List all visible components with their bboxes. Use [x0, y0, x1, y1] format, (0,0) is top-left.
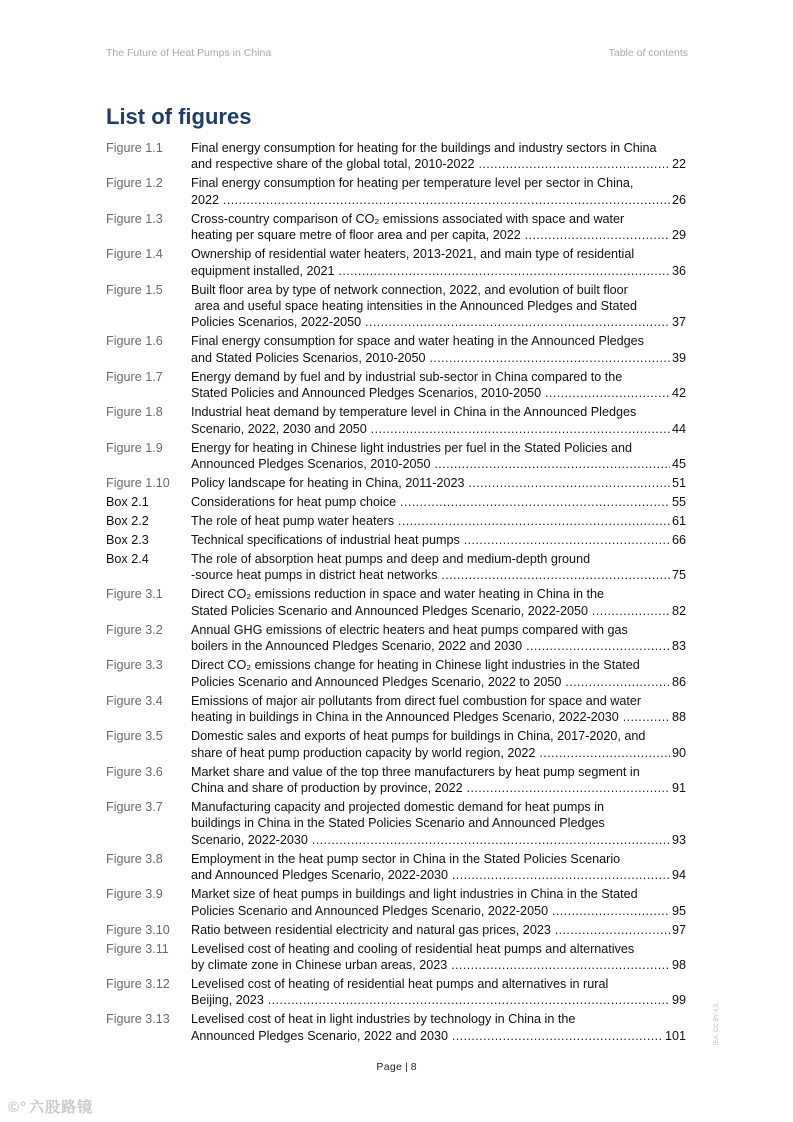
page-footer — [0, 1061, 793, 1073]
toc-entry-line: -source heat pumps in district heat networks ..... — [191, 567, 670, 583]
toc-entry-line: The role of heat pump water heaters ..... — [191, 513, 670, 529]
toc-entry-line: buildings in China in the Stated Policies Scenario and Announced Pledges — [191, 816, 605, 831]
toc-entry-page: 36 — [671, 263, 686, 278]
toc-entry-label: Box 2.1 — [106, 495, 149, 510]
toc-entry-line: Beijing, 2023 ..... — [191, 992, 670, 1008]
toc-entry-line: and Announced Pledges Scenario, 2022-2030 ..... — [191, 867, 670, 883]
toc-entry-line: Stated Policies and Announced Pledges Scenarios, 2010-2050 ..... — [191, 385, 670, 401]
toc-entry-text — [191, 246, 686, 279]
toc-entry-line: share of heat pump production capacity by world region, 2022 ..... — [191, 745, 670, 761]
toc-entry-text — [191, 404, 686, 437]
running-header-title: The Future of Heat Pumps in China — [106, 47, 272, 59]
toc-entry-line: Announced Pledges Scenarios, 2010-2050 ..... — [191, 456, 670, 472]
toc-entry-page: 51 — [671, 476, 686, 491]
toc-entry[interactable] — [106, 728, 686, 761]
toc-entry-page: 42 — [671, 386, 686, 401]
toc-entry-line: 2022 ..... — [191, 192, 670, 208]
toc-entry[interactable] — [106, 622, 686, 655]
toc-entry-line: heating per square metre of floor area and per capita, 2022 ..... — [191, 227, 670, 243]
toc-entry-text — [191, 693, 686, 726]
toc-entry-label: Figure 1.9 — [106, 440, 163, 455]
toc-entry-page: 88 — [671, 710, 686, 725]
running-header-section: Table of contents — [608, 47, 688, 59]
toc-entry-text — [191, 140, 686, 173]
toc-entry-line: China and share of production by province, 2022 ..... — [191, 780, 670, 796]
toc-entry-text — [191, 369, 686, 402]
toc-entry-line: Policies Scenarios, 2022-2050 ..... — [191, 314, 670, 330]
toc-entry-label: Figure 1.4 — [106, 247, 163, 262]
toc-entry-text — [191, 941, 686, 974]
toc-entry-label: Figure 1.8 — [106, 405, 163, 420]
toc-entry-line: Employment in the heat pump sector in China in the Stated Policies Scenario — [191, 851, 621, 866]
toc-entry-label: Figure 3.8 — [106, 851, 163, 866]
toc-entry-page: 26 — [671, 192, 686, 207]
toc-entry[interactable] — [106, 922, 686, 938]
toc-entry-line: Domestic sales and exports of heat pumps for buildings in China, 2017-2020, and — [191, 729, 646, 744]
toc-entry[interactable] — [106, 513, 686, 529]
toc-entry-page: 101 — [664, 1028, 686, 1043]
toc-entry[interactable] — [106, 333, 686, 366]
page-title: List of figures — [106, 104, 252, 129]
toc-entry-text — [191, 440, 686, 473]
toc-entry-text — [191, 475, 686, 491]
toc-entry[interactable] — [106, 475, 686, 491]
toc-entry[interactable] — [106, 494, 686, 510]
toc-entry[interactable] — [106, 764, 686, 797]
toc-entry[interactable] — [106, 851, 686, 884]
toc-entry-label: Box 2.3 — [106, 533, 149, 548]
toc-entry[interactable] — [106, 799, 686, 848]
toc-entry-text — [191, 333, 686, 366]
toc-entry-page: 55 — [671, 495, 686, 510]
toc-entry-text — [191, 728, 686, 761]
toc-entry-page: 45 — [671, 457, 686, 472]
toc-entry-page: 61 — [671, 514, 686, 529]
list-of-figures — [106, 140, 686, 1047]
toc-entry-page: 44 — [671, 421, 686, 436]
toc-entry-text — [191, 211, 686, 244]
toc-entry-page: 91 — [671, 780, 686, 795]
toc-entry[interactable] — [106, 175, 686, 208]
toc-entry-page: 97 — [671, 922, 686, 937]
toc-entry[interactable] — [106, 586, 686, 619]
toc-entry-text — [191, 586, 686, 619]
toc-entry-label: Figure 3.3 — [106, 658, 163, 673]
toc-entry-label: Figure 3.2 — [106, 622, 163, 637]
toc-entry-line: and respective share of the global total, 2010-2022 ..... — [191, 156, 670, 172]
toc-entry-line: Market size of heat pumps in buildings and light industries in China in the Stated — [191, 887, 638, 902]
toc-entry-page: 37 — [671, 315, 686, 330]
toc-entry-label: Figure 1.10 — [106, 476, 170, 491]
toc-entry[interactable] — [106, 369, 686, 402]
toc-entry-label: Figure 3.12 — [106, 976, 170, 991]
toc-entry-text — [191, 799, 686, 848]
toc-entry-line: boilers in the Announced Pledges Scenario, 2022 and 2030 ..... — [191, 638, 670, 654]
toc-entry-line: Announced Pledges Scenario, 2022 and 2030 ..... — [191, 1028, 663, 1044]
toc-entry[interactable] — [106, 140, 686, 173]
toc-entry-text — [191, 532, 686, 548]
toc-entry-line: Emissions of major air pollutants from direct fuel combustion for space and water — [191, 693, 642, 708]
toc-entry-line: Direct CO₂ emissions change for heating in Chinese light industries in the Stated — [191, 658, 640, 673]
toc-entry-line: Manufacturing capacity and projected domestic demand for heat pumps in — [191, 799, 605, 814]
toc-entry-line: Final energy consumption for heating for the buildings and industry sectors in China — [191, 141, 657, 155]
toc-entry-label: Figure 1.3 — [106, 211, 163, 226]
toc-entry-line: Ownership of residential water heaters, 2013-2021, and main type of residential — [191, 247, 635, 262]
toc-entry-label: Figure 1.6 — [106, 334, 163, 349]
watermark — [8, 1096, 93, 1117]
toc-entry-line: Cross-country comparison of CO₂ emissions associated with space and water — [191, 211, 625, 226]
toc-entry-line: heating in buildings in China in the Announced Pledges Scenario, 2022-2030 ..... — [191, 709, 670, 725]
toc-entry[interactable] — [106, 211, 686, 244]
toc-entry-label: Figure 3.1 — [106, 587, 163, 602]
page-number: 8 — [410, 1061, 417, 1073]
toc-entry-page: 75 — [671, 568, 686, 583]
toc-entry-label: Figure 3.7 — [106, 799, 163, 814]
toc-entry-page: 29 — [671, 228, 686, 243]
toc-entry-line: Policy landscape for heating in China, 2011-2023 ..... — [191, 475, 670, 491]
toc-entry-label: Figure 1.2 — [106, 176, 163, 191]
toc-entry-line: Scenario, 2022-2030 ..... — [191, 832, 670, 848]
toc-entry[interactable] — [106, 551, 686, 584]
toc-entry-page: 90 — [671, 745, 686, 760]
toc-entry-page: 83 — [671, 639, 686, 654]
toc-entry-page: 86 — [671, 674, 686, 689]
toc-entry-line: Levelised cost of heating of residential heat pumps and alternatives in rural — [191, 976, 609, 991]
toc-entry-line: Levelised cost of heat in light industries by technology in China in the — [191, 1012, 576, 1027]
toc-entry-line: Final energy consumption for heating per temperature level per sector in China, — [191, 176, 634, 191]
toc-entry-label: Figure 1.7 — [106, 369, 163, 384]
toc-entry-text — [191, 175, 686, 208]
toc-entry-page: 66 — [671, 533, 686, 548]
toc-entry[interactable] — [106, 282, 686, 331]
toc-entry-label: Figure 3.5 — [106, 729, 163, 744]
toc-entry-line: area and useful space heating intensities in the Announced Pledges and Stated — [191, 299, 638, 314]
page-word: Page — [376, 1061, 403, 1073]
toc-entry-page: 39 — [671, 350, 686, 365]
watermark-text: 六股路镜 — [29, 1099, 94, 1116]
toc-entry-label: Figure 3.6 — [106, 764, 163, 779]
toc-entry[interactable] — [106, 1011, 686, 1044]
toc-entry-text — [191, 513, 686, 529]
toc-entry[interactable] — [106, 532, 686, 548]
toc-entry[interactable] — [106, 246, 686, 279]
toc-entry-page: 22 — [671, 157, 686, 172]
toc-entry-line: Ratio between residential electricity and natural gas prices, 2023 ..... — [191, 922, 670, 938]
toc-entry-line: Annual GHG emissions of electric heaters and heat pumps compared with gas — [191, 622, 628, 637]
toc-entry[interactable] — [106, 440, 686, 473]
toc-entry-line: Final energy consumption for space and water heating in the Announced Pledges — [191, 334, 644, 349]
toc-entry-page: 99 — [671, 993, 686, 1008]
toc-entry-line: Scenario, 2022, 2030 and 2050 ..... — [191, 421, 670, 437]
toc-entry-label: Box 2.2 — [106, 514, 149, 529]
toc-entry-line: Stated Policies Scenario and Announced Pledges Scenario, 2022-2050 ..... — [191, 603, 670, 619]
toc-entry[interactable] — [106, 404, 686, 437]
toc-entry-line: Technical specifications of industrial heat pumps ..... — [191, 532, 670, 548]
license-note: IEA. CC BY 4.0. — [714, 1002, 720, 1045]
toc-entry-page: 93 — [671, 832, 686, 847]
toc-entry-line: and Stated Policies Scenarios, 2010-2050 ..... — [191, 350, 670, 366]
toc-entry-line: by climate zone in Chinese urban areas, 2023 ..... — [191, 957, 670, 973]
toc-entry[interactable] — [106, 886, 686, 919]
toc-entry-label: Figure 1.1 — [106, 141, 163, 155]
toc-entry-label: Figure 3.10 — [106, 922, 170, 937]
toc-entry-line: equipment installed, 2021 ..... — [191, 263, 670, 279]
toc-entry-text — [191, 764, 686, 797]
toc-entry-line: Energy for heating in Chinese light industries per fuel in the Stated Policies and — [191, 440, 633, 455]
toc-entry-line: Policies Scenario and Announced Pledges Scenario, 2022-2050 ..... — [191, 903, 670, 919]
toc-entry-text — [191, 851, 686, 884]
toc-entry-line: Considerations for heat pump choice ..... — [191, 494, 670, 510]
toc-entry-line: Levelised cost of heating and cooling of residential heat pumps and alternatives — [191, 941, 635, 956]
toc-entry-label: Box 2.4 — [106, 552, 149, 567]
toc-entry-text — [191, 657, 686, 690]
toc-entry[interactable] — [106, 976, 686, 1009]
toc-entry-text — [191, 622, 686, 655]
toc-entry-page: 98 — [671, 957, 686, 972]
toc-entry-page: 82 — [671, 603, 686, 618]
toc-entry-label: Figure 3.11 — [106, 941, 169, 956]
toc-entry-line: Direct CO₂ emissions reduction in space and water heating in China in the — [191, 587, 604, 602]
toc-entry-page: 94 — [671, 868, 686, 883]
toc-entry-label: Figure 3.13 — [106, 1012, 170, 1027]
toc-entry-text — [191, 551, 686, 584]
toc-entry-line: Policies Scenario and Announced Pledges Scenario, 2022 to 2050 ..... — [191, 674, 670, 690]
toc-entry-text — [191, 922, 686, 938]
watermark-logo-icon: ©° — [8, 1099, 28, 1116]
toc-entry-label: Figure 3.9 — [106, 887, 163, 902]
toc-entry-text — [191, 886, 686, 919]
page-separator: | — [405, 1061, 408, 1073]
toc-entry-text — [191, 1011, 686, 1044]
toc-entry-label: Figure 1.5 — [106, 282, 163, 297]
toc-entry-page: 95 — [671, 903, 686, 918]
toc-entry-line: Industrial heat demand by temperature level in China in the Announced Pledges — [191, 405, 637, 420]
toc-entry-text — [191, 976, 686, 1009]
toc-entry-line: Built floor area by type of network connection, 2022, and evolution of built floor — [191, 282, 628, 297]
toc-entry-line: Energy demand by fuel and by industrial sub-sector in China compared to the — [191, 369, 623, 384]
toc-entry[interactable] — [106, 693, 686, 726]
toc-entry-text — [191, 494, 686, 510]
toc-entry[interactable] — [106, 941, 686, 974]
toc-entry[interactable] — [106, 657, 686, 690]
toc-entry-text — [191, 282, 686, 331]
toc-entry-label: Figure 3.4 — [106, 693, 163, 708]
toc-entry-line: The role of absorption heat pumps and deep and medium-depth ground — [191, 552, 591, 567]
toc-entry-line: Market share and value of the top three manufacturers by heat pump segment in — [191, 764, 640, 779]
